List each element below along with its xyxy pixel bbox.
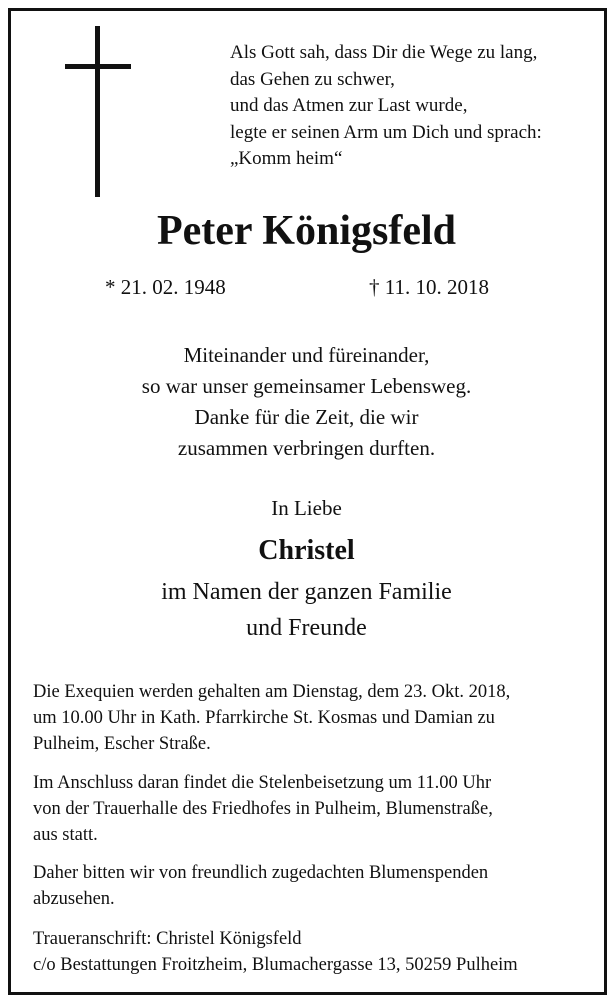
thanks-line: Danke für die Zeit, die wir — [194, 405, 419, 429]
family-note — [0, 574, 613, 646]
birth-date: * 21. 02. 1948 — [105, 275, 226, 299]
mourning-address — [33, 926, 593, 978]
in-love-phrase: In Liebe — [271, 496, 342, 520]
thanks-line: zusammen verbringen durften. — [177, 436, 436, 460]
burial-paragraph — [33, 770, 593, 848]
thanks-message — [0, 340, 613, 464]
info-line: abzusehen. — [33, 889, 115, 909]
cross-vertical-bar — [95, 26, 100, 197]
poem-line: Als Gott sah, dass Dir die Wege zu lang, — [230, 42, 538, 63]
family-line: und Freunde — [246, 615, 367, 641]
poem-line: das Gehen zu schwer, — [230, 68, 395, 90]
signer-name: Christel — [258, 535, 355, 566]
poem-line: und das Atmen zur Last wurde, — [230, 95, 468, 116]
info-line: Im Anschluss daran findet die Stelenbeisetzung um 11.00 Uhr — [33, 773, 492, 793]
poem-line: „Komm heim“ — [230, 148, 343, 169]
info-line: Traueranschrift: Christel Königsfeld — [33, 929, 302, 949]
flowers-paragraph — [33, 860, 593, 912]
poem-line: legte er seinen Arm um Dich und sprach: — [230, 121, 542, 143]
info-line: um 10.00 Uhr in Kath. Pfarrkirche St. Kosmas und Damian zu — [33, 708, 495, 728]
exequies-paragraph — [33, 679, 593, 757]
info-line: aus statt. — [33, 825, 98, 845]
info-line: Pulheim, Escher Straße. — [33, 734, 211, 754]
info-line: c/o Bestattungen Froitzheim, Blumachergasse 13, 50259 Pulheim — [33, 955, 518, 975]
deceased-name: Peter Königsfeld — [156, 208, 456, 254]
info-line: Die Exequien werden gehalten am Dienstag, dem 23. Okt. 2018, — [33, 682, 511, 702]
memorial-poem — [230, 40, 600, 173]
cross-horizontal-bar — [65, 64, 131, 69]
death-date: † 11. 10. 2018 — [369, 275, 489, 299]
family-line: im Namen der ganzen Familie — [161, 579, 452, 605]
thanks-line: Miteinander und füreinander, — [183, 343, 430, 367]
thanks-line: so war unser gemeinsamer Lebensweg. — [141, 374, 472, 398]
info-line: von der Trauerhalle des Friedhofes in Pulheim, Blumenstraße, — [33, 799, 493, 819]
info-line: Daher bitten wir von freundlich zugedachten Blumenspenden — [33, 863, 489, 883]
